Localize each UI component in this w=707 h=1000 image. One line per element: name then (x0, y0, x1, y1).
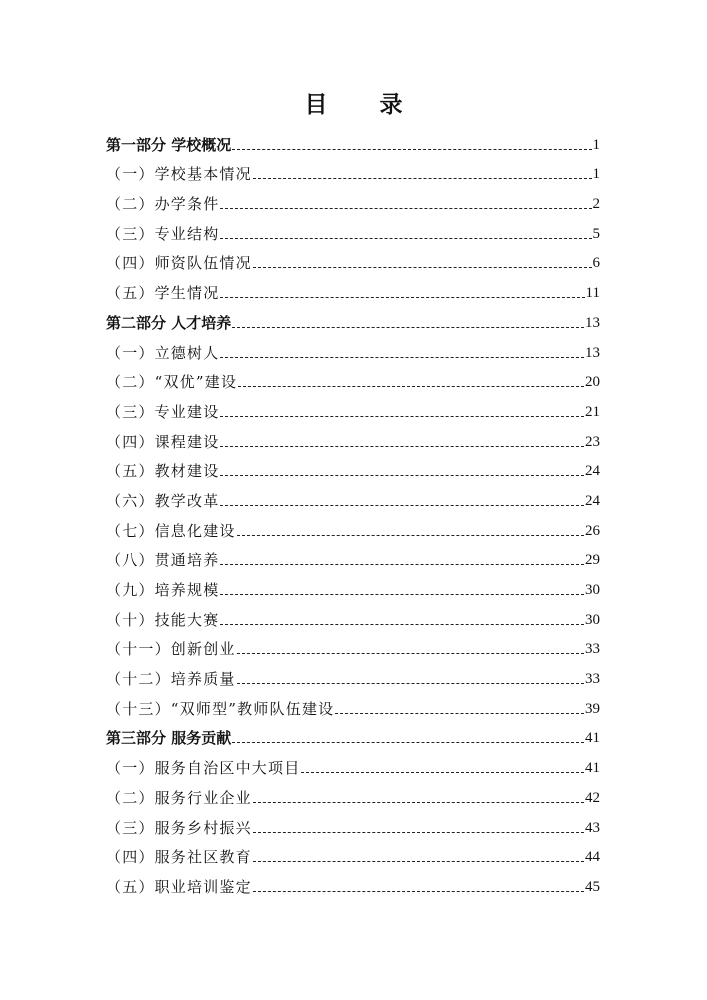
toc-entry-label: （九）培养规模 (106, 581, 220, 599)
toc-entry-label: （一）立德树人 (106, 343, 220, 362)
toc-page-number: 6 (592, 255, 600, 272)
toc-page-number: 1 (592, 136, 600, 153)
toc-dot-leader (232, 741, 584, 743)
toc-section-entry[interactable] (106, 749, 600, 779)
toc-dot-leader (220, 237, 591, 239)
toc-dot-leader (237, 682, 584, 684)
toc-page-number: 33 (585, 671, 600, 688)
toc-entry-label: （五）职业培训鉴定 (106, 877, 252, 896)
toc-dot-leader (220, 593, 584, 595)
toc-section-entry[interactable] (106, 364, 600, 394)
toc-page-number: 33 (585, 641, 600, 658)
toc-entry-label: （二）服务行业企业 (106, 788, 252, 807)
toc-section-entry[interactable] (106, 571, 600, 601)
toc-dot-leader (220, 415, 584, 417)
toc-entry-label: （三）专业建设 (106, 402, 220, 421)
toc-page-number: 20 (585, 374, 600, 391)
toc-page-number: 13 (585, 314, 600, 331)
toc-page-number: 43 (585, 819, 600, 836)
toc-page-number: 30 (585, 611, 600, 628)
toc-entry-label: （四）服务社区教育 (106, 848, 252, 867)
toc-page-number: 41 (585, 730, 600, 747)
toc-page-number: 29 (585, 552, 600, 569)
toc-page-number: 41 (585, 760, 600, 777)
toc-dot-leader (253, 831, 584, 833)
toc-section-entry[interactable] (106, 690, 600, 720)
toc-page-number: 30 (585, 582, 600, 598)
toc-dot-leader (253, 890, 584, 892)
toc-dot-leader (253, 266, 592, 268)
toc-page-number: 5 (592, 225, 600, 242)
toc-dot-leader (253, 860, 584, 862)
toc-entry-label: （三）服务乡村振兴 (106, 818, 252, 837)
toc-page-number: 13 (585, 344, 600, 361)
toc-page-number: 39 (585, 700, 600, 717)
toc-dot-leader (220, 296, 584, 298)
toc-section-entry[interactable] (106, 215, 600, 245)
toc-entry-label: （一）服务自治区中大项目 (106, 759, 301, 778)
toc-page-number: 1 (592, 166, 600, 183)
toc-entry-label: （十）技能大赛 (106, 610, 220, 629)
toc-page-number: 21 (585, 403, 600, 420)
toc-section-entry[interactable] (106, 156, 600, 186)
toc-section-entry[interactable] (106, 512, 600, 542)
toc-section-entry[interactable] (106, 631, 600, 661)
toc-section-entry[interactable] (106, 601, 600, 631)
toc-section-entry[interactable] (106, 542, 600, 572)
toc-dot-leader (220, 207, 591, 209)
toc-entry-label: （十一）创新创业 (106, 640, 236, 659)
toc-page-number: 24 (585, 492, 600, 509)
toc-dot-leader (253, 801, 584, 803)
toc-dot-leader (237, 652, 584, 654)
toc-dot-leader (238, 385, 584, 387)
toc-dot-leader (335, 712, 584, 714)
toc-section-entry[interactable] (106, 393, 600, 423)
toc-entry-label: （七）信息化建设 (106, 521, 236, 540)
toc-dot-leader (237, 534, 584, 536)
toc-dot-leader (220, 563, 584, 565)
toc-section-entry[interactable] (106, 423, 600, 453)
toc-entry-label: 第三部分 服务贡献 (106, 729, 232, 748)
toc-dot-leader (220, 356, 584, 358)
toc-page-number: 24 (585, 463, 600, 480)
toc-section-entry[interactable] (106, 334, 600, 364)
toc-dot-leader (220, 623, 584, 625)
toc-dot-leader (232, 148, 591, 150)
toc-dot-leader (220, 474, 584, 476)
toc-section-entry[interactable] (106, 185, 600, 215)
toc-page-number: 11 (585, 285, 600, 302)
toc-part-entry[interactable] (106, 304, 600, 334)
toc-section-entry[interactable] (106, 453, 600, 483)
page-title: 目 录 (304, 91, 425, 118)
toc-dot-leader (232, 326, 584, 328)
toc-entry-label: 第一部分 学校概况 (106, 135, 232, 154)
toc-section-entry[interactable] (106, 809, 600, 839)
toc-page-number: 44 (585, 849, 600, 866)
toc-section-entry[interactable] (106, 660, 600, 690)
toc-section-entry[interactable] (106, 868, 600, 898)
toc-entry-label: （十二）培养质量 (106, 670, 236, 689)
toc-section-entry[interactable] (106, 482, 600, 512)
toc-part-entry[interactable] (106, 126, 600, 156)
toc-page-number: 2 (592, 196, 600, 213)
toc-entry-label: （四）课程建设 (106, 432, 220, 451)
toc-entry-label: （三）专业结构 (106, 224, 220, 243)
toc-page-number: 42 (585, 789, 600, 806)
toc-page-number: 23 (585, 433, 600, 450)
toc-dot-leader (220, 445, 584, 447)
toc-entry-label: （八）贯通培养 (106, 551, 220, 570)
toc-dot-leader (301, 771, 584, 773)
toc-section-entry[interactable] (106, 274, 600, 304)
toc-entry-label: （二）办学条件 (106, 195, 220, 214)
toc-dot-leader (220, 504, 584, 506)
toc-page-number: 45 (585, 878, 600, 895)
toc-entry-label: 第二部分 人才培养 (106, 313, 232, 332)
toc-page-number: 26 (585, 522, 600, 539)
toc-part-entry[interactable] (106, 720, 600, 750)
toc-entry-label: （二）“双优”建设 (106, 373, 238, 392)
toc-entry-label: （一）学校基本情况 (106, 165, 252, 184)
toc-section-entry[interactable] (106, 779, 600, 809)
table-of-contents (106, 126, 600, 898)
toc-entry-label: （五）学生情况 (106, 284, 220, 303)
toc-entry-label: （十三）“双师型”教师队伍建设 (106, 699, 335, 718)
toc-section-entry[interactable] (106, 245, 600, 275)
toc-section-entry[interactable] (106, 839, 600, 869)
toc-entry-label: （六）教学改革 (106, 491, 220, 510)
toc-entry-label: （五）教材建设 (106, 462, 220, 481)
toc-entry-label: （四）师资队伍情况 (106, 254, 252, 273)
toc-dot-leader (253, 177, 592, 179)
